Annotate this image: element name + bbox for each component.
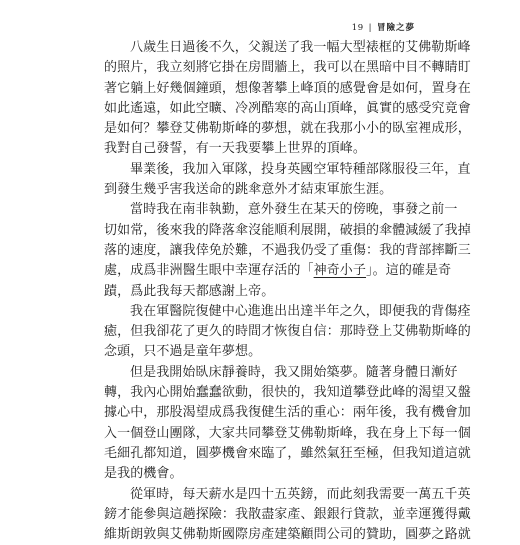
paragraph-line: 鎊才能參與這趟探險：我散盡家產、銀銀行貸款，並幸運獲得戴 xyxy=(104,506,471,522)
paragraph-line: 當時我在南非執勤，意外發生在某天的傍晚，事發之前一 xyxy=(130,202,458,218)
running-head-separator: | xyxy=(368,23,372,33)
paragraph-line: 處，成爲非洲醫生眼中幸運存活的「神奇小子」。這的確是奇 xyxy=(104,263,452,279)
paragraph-line: 到發生幾乎害我送命的跳傘意外才結束軍旅生涯。 xyxy=(104,182,393,198)
paragraph-line: 據心中，那股渴望成爲我復健生活的重心：兩年後，我有機會加 xyxy=(104,405,471,421)
page-number: 19 xyxy=(351,23,364,33)
paragraph-line: 癒，但我卻花了更久的時間才恢復自信：那時登上艾佛勒斯峰的 xyxy=(104,324,471,340)
paragraph-line: 轉，我內心開始蠢蠢欲動，很快的，我知道攀登此峰的渴望又盤 xyxy=(104,385,471,401)
paragraph-line: 念頭，只不過是童年夢想。 xyxy=(104,344,262,360)
paragraph-line: 著它躺上好幾個鐘頭，想像著攀上峰頂的感覺會是如何，置身在 xyxy=(104,80,471,96)
paragraph-line: 是如何？攀登艾佛勒斯峰的夢想，就在我那小小的臥室裡成形， xyxy=(104,121,471,137)
paragraph-line: 如此遙遠，如此空曠、冷冽酷寒的高山頂峰，眞實的感受究竟會 xyxy=(104,100,471,116)
body-text xyxy=(104,38,471,545)
paragraph-line: 我對自己發誓，有一天我要攀上世界的頂峰。 xyxy=(104,141,367,157)
paragraph-line: 落的速度，讓我倖免於難，不過我仍受了重傷：我的背部摔斷三 xyxy=(104,242,471,258)
paragraph-line: 八歲生日過後不久，父親送了我一幅大型裱框的艾佛勒斯峰 xyxy=(130,40,471,55)
paragraph-line: 但是我開始臥床靜養時，我又開始築夢。隨著身體日漸好 xyxy=(130,364,458,380)
paragraph-line: 維斯朗敦與艾佛勒斯國際房產建築顧問公司的贊助，圓夢之路就 xyxy=(104,527,471,543)
paragraph-line: 的照片，我立刻將它掛在房間牆上，我可以在黑暗中目不轉睛盯 xyxy=(104,60,471,76)
running-head xyxy=(352,21,415,33)
paragraph-line: 是我的機會。 xyxy=(104,466,183,482)
paragraph-line: 畢業後，我加入軍隊，投身英國空軍特種部隊服役三年，直 xyxy=(130,161,471,177)
paragraph-line: 蹟，爲此我每天都感謝上帝。 xyxy=(104,283,275,299)
paragraph-line: 從軍時，每天薪水是四十五英鎊，而此刻我需要一萬五千英 xyxy=(130,486,471,502)
paragraph-line: 毛細孔都知道，圓夢機會來臨了，雖然氣狂至極，但我知道這就 xyxy=(104,445,471,461)
paragraph-line: 我在軍醫院復健中心進進出出達半年之久，即便我的背傷痊 xyxy=(130,303,471,319)
paragraph-line: 入一個登山團隊，大家共同攀登艾佛勒斯峰，我在身上下每一個 xyxy=(104,425,471,441)
paragraph-line: 切如常，後來我的降落傘沒能順利展開，破損的傘體減緩了我掉 xyxy=(104,222,471,238)
underlined-phrase: 神奇小子 xyxy=(313,263,367,279)
chapter-title: 冒險之夢 xyxy=(376,23,415,33)
